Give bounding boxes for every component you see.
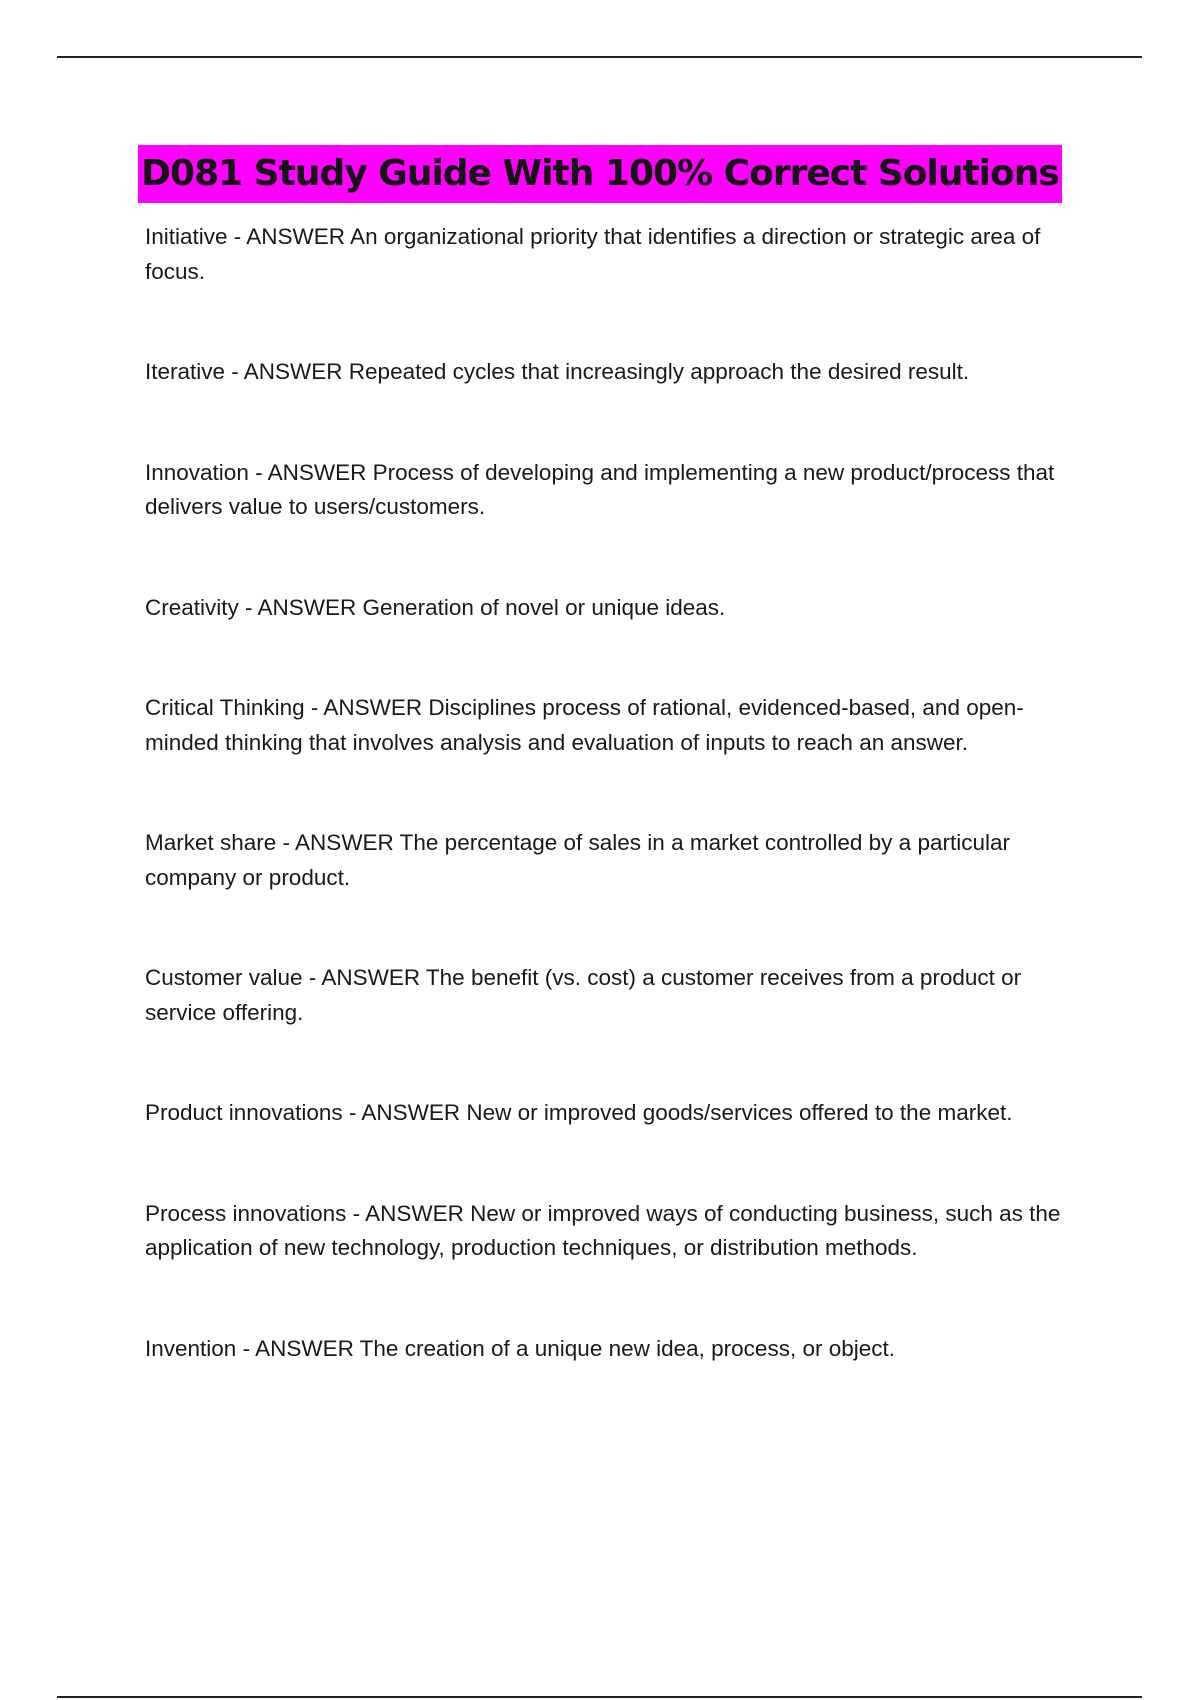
qa-item-iterative: Iterative - ANSWER Repeated cycles that increasingly approach the desired result. xyxy=(145,359,970,384)
qa-item-customer-value: Customer value - ANSWER The benefit (vs. cost) a customer receives from a product or service offering. xyxy=(145,965,1022,1025)
header-rule xyxy=(57,56,1142,58)
qa-item-invention: Invention - ANSWER The creation of a unique new idea, process, or object. xyxy=(145,1335,895,1361)
document-title: D081 Study Guide With 100% Correct Solutions xyxy=(138,145,1062,203)
qa-item-market-share: Market share - ANSWER The percentage of sales in a market controlled by a particular company or product. xyxy=(145,830,1010,890)
qa-list xyxy=(145,220,1095,1432)
qa-item-creativity: Creativity - ANSWER Generation of novel or unique ideas. xyxy=(145,594,726,620)
title-container xyxy=(0,145,1200,203)
qa-item-innovation: Innovation - ANSWER Process of developing and implementing a new product/process that delivers value to users/customers. xyxy=(145,459,1055,519)
qa-item-initiative: Initiative - ANSWER An organizational priority that identifies a direction or strategic area of focus. xyxy=(145,224,1041,284)
qa-item-process-innovations: Process innovations - ANSWER New or improved ways of conducting business, such as the application of new technology, production techniques, or distribution methods. xyxy=(145,1200,1061,1260)
qa-item-product-innovations: Product innovations - ANSWER New or improved goods/services offered to the market. xyxy=(145,1100,1013,1125)
footer-rule xyxy=(57,1696,1142,1698)
qa-item-critical-thinking: Critical Thinking - ANSWER Disciplines process of rational, evidenced-based, and open-minded thinking that involves analysis and evaluation of inputs to reach an answer. xyxy=(145,695,1024,755)
